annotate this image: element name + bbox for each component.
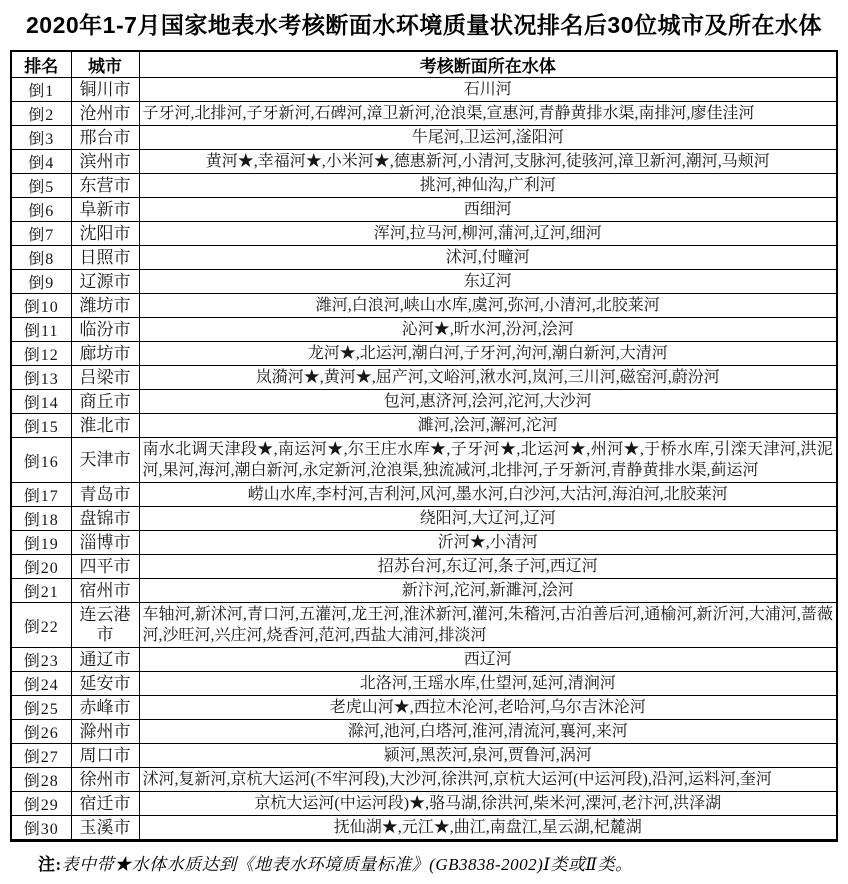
table-row bbox=[11, 366, 837, 390]
rank-cell: 倒29 bbox=[11, 792, 71, 816]
water-cell: 牛尾河,卫运河,滏阳河 bbox=[139, 126, 837, 150]
rank-cell: 倒17 bbox=[11, 483, 71, 507]
table-body bbox=[11, 78, 837, 841]
water-cell: 沁河★,昕水河,汾河,浍河 bbox=[139, 318, 837, 342]
water-cell: 石川河 bbox=[139, 78, 837, 102]
water-cell: 京杭大运河(中运河段)★,骆马湖,徐洪河,柴米河,溧河,老汴河,洪泽湖 bbox=[139, 792, 837, 816]
water-cell: 濉河,浍河,澥河,沱河 bbox=[139, 414, 837, 438]
water-cell: 挑河,神仙沟,广利河 bbox=[139, 174, 837, 198]
table-row bbox=[11, 720, 837, 744]
city-cell: 邢台市 bbox=[71, 126, 139, 150]
rank-cell: 倒27 bbox=[11, 744, 71, 768]
water-cell: 颍河,黑茨河,泉河,贾鲁河,涡河 bbox=[139, 744, 837, 768]
table-row bbox=[11, 294, 837, 318]
rank-cell: 倒24 bbox=[11, 672, 71, 696]
rank-cell: 倒28 bbox=[11, 768, 71, 792]
city-cell: 吕梁市 bbox=[71, 366, 139, 390]
city-cell: 廊坊市 bbox=[71, 342, 139, 366]
water-cell: 西辽河 bbox=[139, 648, 837, 672]
rank-cell: 倒18 bbox=[11, 507, 71, 531]
table-row bbox=[11, 438, 837, 483]
water-cell: 沭河,付疃河 bbox=[139, 246, 837, 270]
rank-cell: 倒20 bbox=[11, 555, 71, 579]
city-cell: 商丘市 bbox=[71, 390, 139, 414]
city-cell: 青岛市 bbox=[71, 483, 139, 507]
city-cell: 玉溪市 bbox=[71, 816, 139, 841]
city-cell: 四平市 bbox=[71, 555, 139, 579]
rank-cell: 倒10 bbox=[11, 294, 71, 318]
city-cell: 宿迁市 bbox=[71, 792, 139, 816]
rank-cell: 倒6 bbox=[11, 198, 71, 222]
footnote-text: 表中带★水体水质达到《地表水环境质量标准》(GB3838-2002)Ⅰ类或Ⅱ类。 bbox=[61, 855, 633, 874]
table-row bbox=[11, 648, 837, 672]
rank-cell: 倒21 bbox=[11, 579, 71, 603]
table-row bbox=[11, 102, 837, 126]
table-row bbox=[11, 696, 837, 720]
city-cell: 淄博市 bbox=[71, 531, 139, 555]
table-row bbox=[11, 198, 837, 222]
footnote-prefix: 注: bbox=[38, 855, 62, 874]
table-row bbox=[11, 744, 837, 768]
city-cell: 沈阳市 bbox=[71, 222, 139, 246]
column-header-rank: 排名 bbox=[11, 51, 71, 78]
city-cell: 连云港市 bbox=[71, 603, 139, 648]
rank-cell: 倒5 bbox=[11, 174, 71, 198]
water-cell: 老虎山河★,西拉木沦河,老哈河,乌尔吉沐沦河 bbox=[139, 696, 837, 720]
water-cell: 新汴河,沱河,新濉河,浍河 bbox=[139, 579, 837, 603]
table-row bbox=[11, 531, 837, 555]
city-cell: 淮北市 bbox=[71, 414, 139, 438]
table-row bbox=[11, 174, 837, 198]
city-cell: 周口市 bbox=[71, 744, 139, 768]
water-cell: 子牙河,北排河,子牙新河,石碑河,漳卫新河,沧浪渠,宣惠河,青静黄排水渠,南排河,廖佳洼河 bbox=[139, 102, 837, 126]
table-row bbox=[11, 126, 837, 150]
city-cell: 临汾市 bbox=[71, 318, 139, 342]
column-header-city: 城市 bbox=[71, 51, 139, 78]
city-cell: 赤峰市 bbox=[71, 696, 139, 720]
rank-cell: 倒15 bbox=[11, 414, 71, 438]
water-cell: 黄河★,幸福河★,小米河★,德惠新河,小清河,支脉河,徒骇河,漳卫新河,潮河,马颊河 bbox=[139, 150, 837, 174]
table-row bbox=[11, 390, 837, 414]
rank-cell: 倒11 bbox=[11, 318, 71, 342]
rank-cell: 倒4 bbox=[11, 150, 71, 174]
city-cell: 徐州市 bbox=[71, 768, 139, 792]
water-cell: 滁河,池河,白塔河,淮河,清流河,襄河,来河 bbox=[139, 720, 837, 744]
table-row bbox=[11, 555, 837, 579]
rank-cell: 倒8 bbox=[11, 246, 71, 270]
column-header-water: 考核断面所在水体 bbox=[139, 51, 837, 78]
rank-cell: 倒19 bbox=[11, 531, 71, 555]
city-cell: 铜川市 bbox=[71, 78, 139, 102]
city-cell: 东营市 bbox=[71, 174, 139, 198]
rank-cell: 倒7 bbox=[11, 222, 71, 246]
city-cell: 阜新市 bbox=[71, 198, 139, 222]
city-cell: 通辽市 bbox=[71, 648, 139, 672]
city-cell: 辽源市 bbox=[71, 270, 139, 294]
rank-cell: 倒13 bbox=[11, 366, 71, 390]
table-row bbox=[11, 318, 837, 342]
table-row bbox=[11, 342, 837, 366]
table-row bbox=[11, 579, 837, 603]
rank-cell: 倒25 bbox=[11, 696, 71, 720]
table-header bbox=[11, 51, 837, 78]
table-row bbox=[11, 246, 837, 270]
rank-cell: 倒30 bbox=[11, 816, 71, 841]
city-cell: 滁州市 bbox=[71, 720, 139, 744]
rank-cell: 倒16 bbox=[11, 438, 71, 483]
water-cell: 南水北调天津段★,南运河★,尔王庄水库★,子牙河★,北运河★,州河★,于桥水库,引滦天津河,洪泥河,果河,海河,潮白新河,永定新河,沧浪渠,独流减河,北排河,子牙新河,青静黄排水渠,蓟运河 bbox=[139, 438, 837, 483]
water-cell: 北洛河,王瑶水库,仕望河,延河,清涧河 bbox=[139, 672, 837, 696]
water-cell: 包河,惠济河,浍河,沱河,大沙河 bbox=[139, 390, 837, 414]
table-row bbox=[11, 150, 837, 174]
rank-cell: 倒3 bbox=[11, 126, 71, 150]
city-cell: 日照市 bbox=[71, 246, 139, 270]
page-title: 2020年1-7月国家地表水考核断面水环境质量状况排名后30位城市及所在水体 bbox=[26, 12, 822, 38]
table-row bbox=[11, 603, 837, 648]
city-cell: 潍坊市 bbox=[71, 294, 139, 318]
city-cell: 滨州市 bbox=[71, 150, 139, 174]
water-cell: 浑河,拉马河,柳河,蒲河,辽河,细河 bbox=[139, 222, 837, 246]
table-row bbox=[11, 222, 837, 246]
water-cell: 岚漪河★,黄河★,屈产河,文峪河,湫水河,岚河,三川河,磁窑河,蔚汾河 bbox=[139, 366, 837, 390]
water-cell: 车轴河,新沭河,青口河,五灌河,龙王河,淮沭新河,灌河,朱稽河,古泊善后河,通榆河,新沂河,大浦河,蔷薇河,沙旺河,兴庄河,烧香河,范河,西盐大浦河,排淡河 bbox=[139, 603, 837, 648]
water-cell: 抚仙湖★,元江★,曲江,南盘江,星云湖,杞麓湖 bbox=[139, 816, 837, 841]
table-row bbox=[11, 483, 837, 507]
table-row bbox=[11, 270, 837, 294]
table-row bbox=[11, 414, 837, 438]
table-row bbox=[11, 816, 837, 841]
rank-cell: 倒12 bbox=[11, 342, 71, 366]
rank-cell: 倒2 bbox=[11, 102, 71, 126]
water-cell: 沭河,复新河,京杭大运河(不牢河段),大沙河,徐洪河,京杭大运河(中运河段),沿河,运料河,奎河 bbox=[139, 768, 837, 792]
water-cell: 潍河,白浪河,峡山水库,虞河,弥河,小清河,北胶莱河 bbox=[139, 294, 837, 318]
table-row bbox=[11, 507, 837, 531]
rank-cell: 倒26 bbox=[11, 720, 71, 744]
table-row bbox=[11, 768, 837, 792]
water-cell: 龙河★,北运河,潮白河,子牙河,泃河,潮白新河,大清河 bbox=[139, 342, 837, 366]
header-row bbox=[11, 51, 837, 78]
rank-cell: 倒9 bbox=[11, 270, 71, 294]
ranking-table bbox=[10, 50, 838, 842]
water-cell: 东辽河 bbox=[139, 270, 837, 294]
water-cell: 招苏台河,东辽河,条子河,西辽河 bbox=[139, 555, 837, 579]
water-cell: 绕阳河,大辽河,辽河 bbox=[139, 507, 837, 531]
city-cell: 盘锦市 bbox=[71, 507, 139, 531]
table-row bbox=[11, 78, 837, 102]
city-cell: 天津市 bbox=[71, 438, 139, 483]
rank-cell: 倒22 bbox=[11, 603, 71, 648]
rank-cell: 倒14 bbox=[11, 390, 71, 414]
water-cell: 西细河 bbox=[139, 198, 837, 222]
city-cell: 宿州市 bbox=[71, 579, 139, 603]
footnote bbox=[38, 850, 838, 875]
rank-cell: 倒23 bbox=[11, 648, 71, 672]
city-cell: 延安市 bbox=[71, 672, 139, 696]
city-cell: 沧州市 bbox=[71, 102, 139, 126]
table-row bbox=[11, 672, 837, 696]
water-cell: 崂山水库,李村河,吉利河,风河,墨水河,白沙河,大沽河,海泊河,北胶莱河 bbox=[139, 483, 837, 507]
table-row bbox=[11, 792, 837, 816]
water-cell: 沂河★,小清河 bbox=[139, 531, 837, 555]
rank-cell: 倒1 bbox=[11, 78, 71, 102]
